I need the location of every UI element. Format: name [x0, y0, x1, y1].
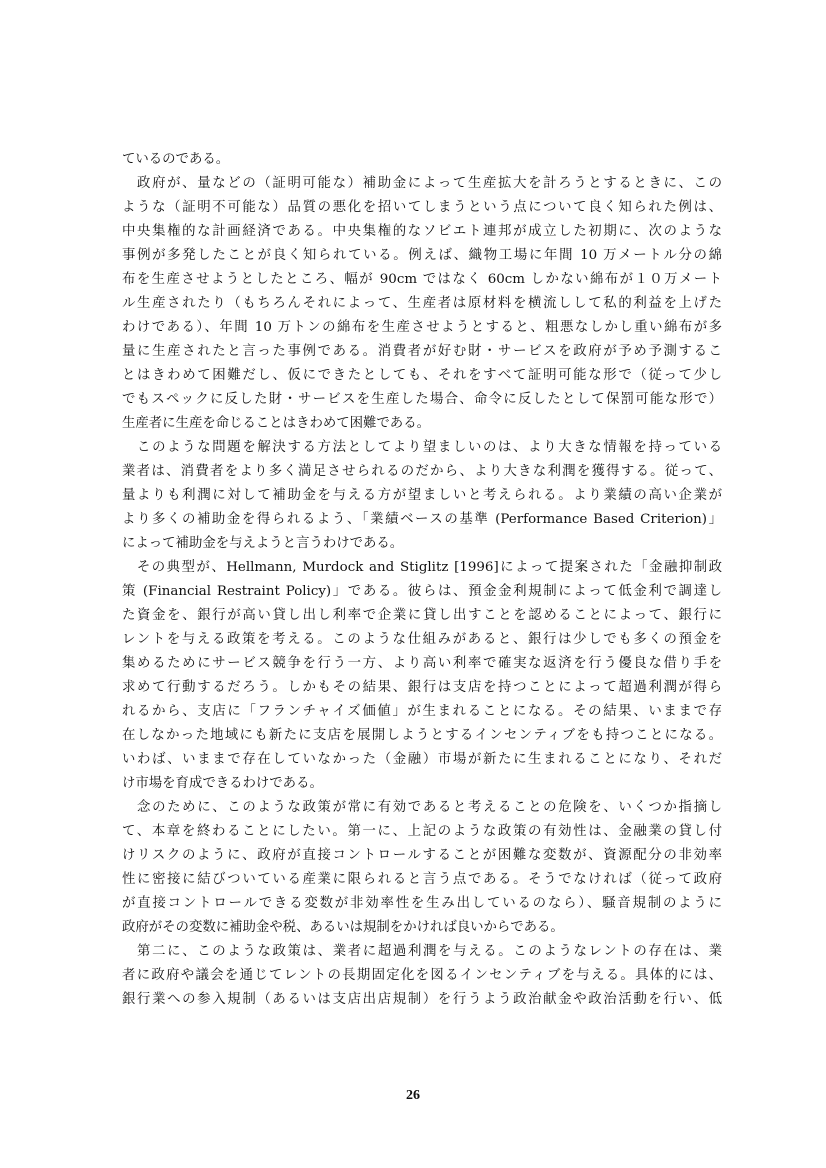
text-line: 政府が、量などの（証明可能な）補助金によって生産拡大を計ろうとするときに、この — [122, 176, 722, 191]
text-line: が直接コントロールできる変数が非効率性を生み出しているのなら）、騒音規制のように — [122, 896, 722, 911]
text-line: このような問題を解決する方法としてより望ましいのは、より大きな情報を持っている — [122, 440, 722, 455]
text-line: 第二に、このような政策は、業者に超過利潤を与える。このようなレントの存在は、業 — [122, 944, 722, 959]
text-line: た資金を、銀行が高い貸し出し利率で企業に貸し出すことを認めることによって、銀行に — [122, 608, 722, 623]
text-line: レントを与える政策を考える。このような仕組みがあると、銀行は少しでも多くの預金を — [122, 632, 722, 647]
text-line: れるから、支店に「フランチャイズ価値」が生まれることになる。その結果、いままで存 — [122, 704, 722, 719]
text-line: 量よりも利潤に対して補助金を与える方が望ましいと考えられる。より業績の高い企業が — [122, 488, 722, 503]
text-line: 銀行業への参入規制（あるいは支店出店規制）を行うよう政治献金や政治活動を行い、低 — [122, 992, 722, 1007]
text-line: 業者は、消費者をより多く満足させられるのだから、より大きな利潤を獲得する。従って、 — [122, 464, 722, 479]
text-line: て、本章を終わることにしたい。第一に、上記のような政策の有効性は、金融業の貸し付 — [122, 824, 722, 839]
body-text — [122, 148, 722, 1012]
text-line: より多くの補助金を得られるよう、「業績ベースの基準 (Performance Based Criterion)」 — [122, 512, 722, 527]
text-line: 量に生産されたと言った事例である。消費者が好む財・サービスを政府が予め予測するこ — [122, 344, 722, 359]
text-line: 集めるためにサービス競争を行う一方、より高い利率で確実な返済を行う優良な借り手を — [122, 656, 722, 671]
text-line: 求めて行動するだろう。しかもその結果、銀行は支店を持つことによって超過利潤が得ら — [122, 680, 722, 695]
text-line: いわば、いままで存在していなかった（金融）市場が新たに生まれることになり、それだ — [122, 752, 722, 767]
text-line: 性に密接に結びついている産業に限られると言う点である。そうでなければ（従って政府 — [122, 872, 722, 887]
text-line: 念のために、このような政策が常に有効であると考えることの危険を、いくつか指摘し — [122, 800, 722, 815]
text-line: 者に政府や議会を通じてレントの長期固定化を図るインセンティブを与える。具体的には、 — [122, 968, 722, 983]
text-line: わけである）、年間 10 万トンの綿布を生産させようとすると、粗悪なしかし重い綿布が多 — [122, 320, 722, 335]
text-line: 政府がその変数に補助金や税、あるいは規制をかければ良いからである。 — [122, 920, 564, 935]
text-line: ているのである。 — [122, 152, 230, 167]
text-line: その典型が、Hellmann, Murdock and Stiglitz [1996]によって提案された「金融抑制政 — [122, 560, 722, 575]
text-line: 在しなかった地域にも新たに支店を展開しようとするインセンティブをも持つことになる。 — [122, 728, 722, 743]
text-line: とはきわめて困難だし、仮にできたとしても、それをすべて証明可能な形で（従って少し — [122, 368, 722, 383]
page-number: 26 — [406, 1088, 420, 1103]
text-line: 布を生産させようとしたところ、幅が 90cm ではなく 60cm しかない綿布が１０万メート — [122, 272, 722, 287]
text-line: 事例が多発したことが良く知られている。例えば、織物工場に年間 10 万メートル分の綿 — [122, 248, 722, 263]
text-line: けリスクのように、政府が直接コントロールすることが困難な変数が、資源配分の非効率 — [122, 848, 722, 863]
text-line: ような（証明不可能な）品質の悪化を招いてしまうという点について良く知られた例は、 — [122, 200, 722, 215]
text-line: でもスペックに反した財・サービスを生産した場合、命令に反したとして保罰可能な形で） — [122, 392, 722, 407]
text-line: によって補助金を与えようと言うわけである。 — [122, 536, 404, 551]
text-line: ル生産されたり（もちろんそれによって、生産者は原材料を横流しして私的利益を上げた — [122, 296, 722, 311]
text-line: け市場を育成できるわけである。 — [122, 776, 323, 791]
text-line: 生産者に生産を命じることはきわめて困難である。 — [122, 416, 430, 431]
text-line: 策 (Financial Restraint Policy)」である。彼らは、預金金利規制によって低金利で調達し — [122, 584, 722, 599]
text-line: 中央集権的な計画経済である。中央集権的なソビエト連邦が成立した初期に、次のような — [122, 224, 722, 239]
